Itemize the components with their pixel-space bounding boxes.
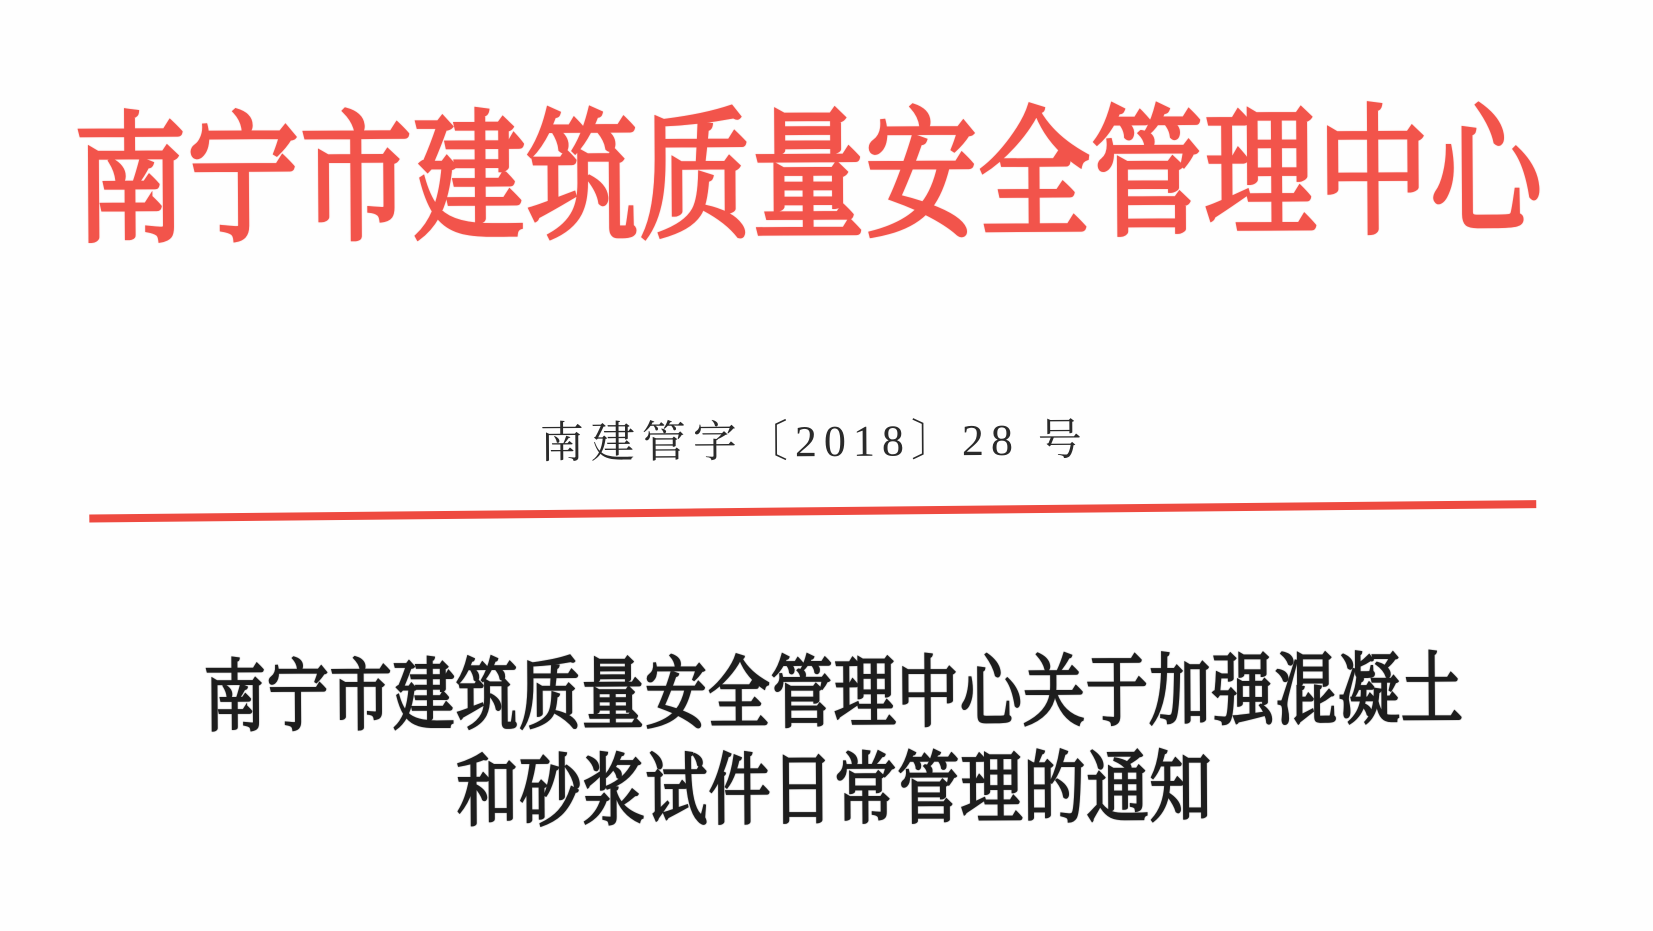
document-reference-number: 南建管字〔2018〕28 号: [539, 415, 1089, 468]
letterhead-agency-title: 南宁市建筑质量安全管理中心: [73, 96, 1544, 262]
letterhead-red-divider: [89, 500, 1536, 522]
notice-title: [7, 643, 1653, 845]
notice-title-line-1: 南宁市建筑质量安全管理中心关于加强混凝土: [203, 647, 1465, 742]
notice-title-line-2: 和砂浆试件日常管理的通知: [456, 745, 1213, 837]
